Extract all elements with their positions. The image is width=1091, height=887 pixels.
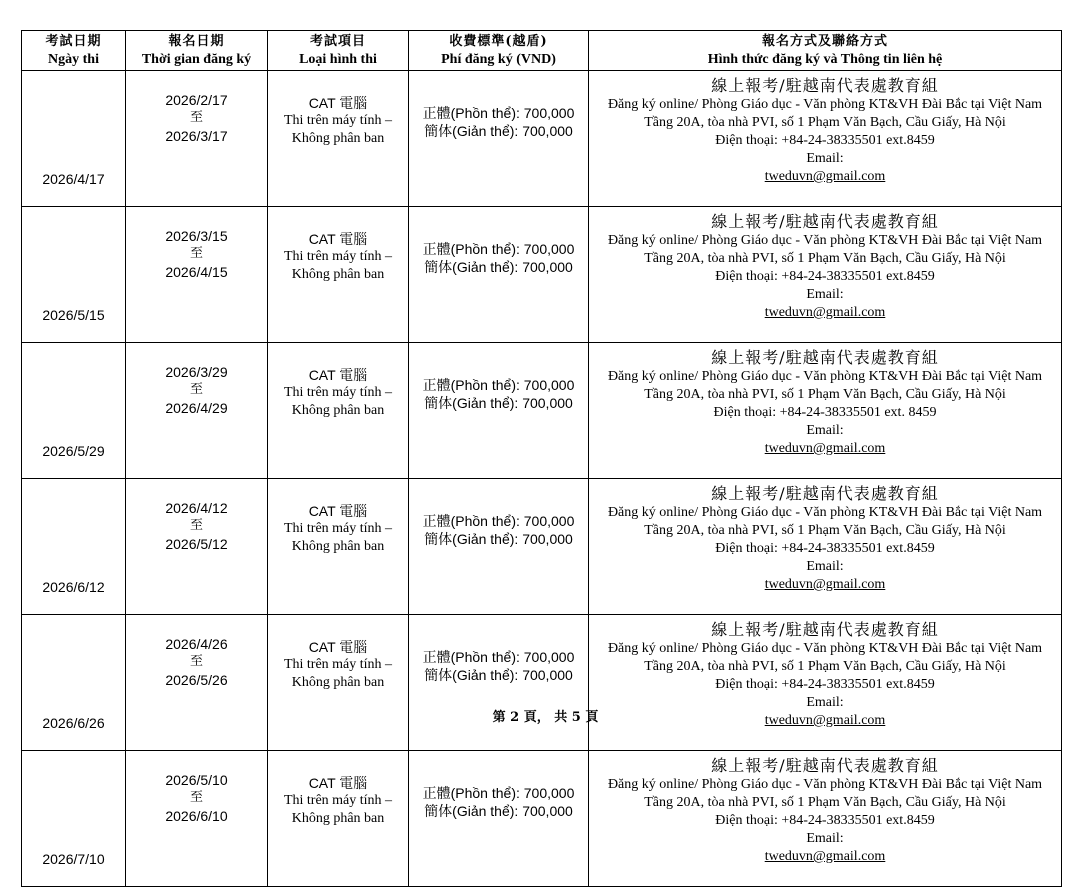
header-exam-date-vi: Ngày thi	[48, 51, 99, 67]
exam-type-no-division: Không phân ban	[291, 675, 385, 690]
registration-end: 2026/3/17	[165, 128, 228, 144]
fee-simplified: 簡体(Giản thể): 700,000	[424, 395, 573, 411]
table-row	[22, 71, 1062, 207]
table-row	[22, 343, 1062, 479]
header-contact-vi: Hình thức đăng ký và Thông tin liên hệ	[707, 51, 943, 67]
office-name-vi: Đăng ký online/ Phòng Giáo dục - Văn phòng KT&VH Đài Bắc tại Việt Nam	[607, 505, 1043, 520]
exam-type-cell	[268, 751, 409, 887]
exam-type-no-division: Không phân ban	[291, 131, 385, 146]
contact-cell	[589, 207, 1062, 343]
email-label: Email:	[806, 559, 844, 574]
office-phone: Điện thoại: +84-24-38335501 ext.8459	[715, 541, 935, 556]
office-name-vi: Đăng ký online/ Phòng Giáo dục - Văn phòng KT&VH Đài Bắc tại Việt Nam	[607, 233, 1043, 248]
fee-traditional: 正體(Phồn thể): 700,000	[422, 649, 575, 665]
contact-cell	[589, 479, 1062, 615]
contact-cell	[589, 343, 1062, 479]
exam-type-cat: CAT 電腦	[308, 367, 368, 383]
table-body	[22, 71, 1062, 887]
header-fee-zh: 收費標準(越盾)	[449, 33, 548, 49]
header-exam-type-vi: Loại hình thi	[299, 51, 377, 67]
registration-period-cell	[126, 615, 268, 751]
email-link[interactable]: tweduvn@gmail.com	[764, 713, 886, 728]
fee-simplified: 簡体(Giản thể): 700,000	[424, 803, 573, 819]
registration-start: 2026/5/10	[165, 772, 228, 788]
exam-type-computer: Thi trên máy tính –	[283, 249, 393, 264]
registration-end: 2026/4/15	[165, 264, 228, 280]
office-phone: Điện thoại: +84-24-38335501 ext.8459	[715, 813, 935, 828]
registration-to: 至	[189, 518, 203, 533]
exam-date-cell: 2026/5/29	[22, 343, 126, 479]
header-reg-period	[126, 31, 268, 71]
email-line	[589, 150, 1061, 186]
exam-type-no-division: Không phân ban	[291, 267, 385, 282]
table-header	[22, 31, 1062, 71]
table-row	[22, 479, 1062, 615]
exam-type-computer: Thi trên máy tính –	[283, 385, 393, 400]
header-exam-date	[22, 31, 126, 71]
header-reg-period-zh: 報名日期	[168, 33, 225, 49]
registration-start: 2026/2/17	[165, 92, 228, 108]
fee-simplified: 簡体(Giản thể): 700,000	[424, 531, 573, 547]
registration-period-cell	[126, 71, 268, 207]
exam-type-computer: Thi trên máy tính –	[283, 657, 393, 672]
office-name-zh: 線上報考/駐越南代表處教育組	[711, 756, 939, 775]
fee-simplified: 簡体(Giản thể): 700,000	[424, 123, 573, 139]
office-phone: Điện thoại: +84-24-38335501 ext.8459	[715, 269, 935, 284]
fee-traditional: 正體(Phồn thể): 700,000	[422, 785, 575, 801]
fee-traditional: 正體(Phồn thể): 700,000	[422, 105, 575, 121]
exam-date-cell: 2026/4/17	[22, 71, 126, 207]
exam-date-cell: 2026/6/26	[22, 615, 126, 751]
office-phone: Điện thoại: +84-24-38335501 ext.8459	[715, 677, 935, 692]
header-contact	[589, 31, 1062, 71]
registration-period-cell	[126, 751, 268, 887]
exam-type-no-division: Không phân ban	[291, 811, 385, 826]
registration-start: 2026/3/29	[165, 364, 228, 380]
registration-period-cell	[126, 207, 268, 343]
exam-type-cat: CAT 電腦	[308, 775, 368, 791]
registration-end: 2026/6/10	[165, 808, 228, 824]
contact-cell	[589, 751, 1062, 887]
fee-simplified: 簡体(Giản thể): 700,000	[424, 259, 573, 275]
registration-to: 至	[189, 790, 203, 805]
email-link[interactable]: tweduvn@gmail.com	[764, 577, 886, 592]
registration-to: 至	[189, 110, 203, 125]
office-name-zh: 線上報考/駐越南代表處教育組	[711, 212, 939, 231]
email-link[interactable]: tweduvn@gmail.com	[764, 441, 886, 456]
exam-type-computer: Thi trên máy tính –	[283, 793, 393, 808]
fee-cell	[409, 343, 589, 479]
office-address: Tầng 20A, tòa nhà PVI, số 1 Phạm Văn Bạch, Cầu Giấy, Hà Nội	[644, 795, 1006, 810]
header-contact-zh: 報名方式及聯絡方式	[761, 33, 888, 49]
office-address: Tầng 20A, tòa nhà PVI, số 1 Phạm Văn Bạch, Cầu Giấy, Hà Nội	[644, 659, 1006, 674]
registration-period-cell	[126, 343, 268, 479]
email-line	[589, 558, 1061, 594]
contact-cell	[589, 615, 1062, 751]
email-label: Email:	[806, 151, 844, 166]
office-name-vi: Đăng ký online/ Phòng Giáo dục - Văn phòng KT&VH Đài Bắc tại Việt Nam	[607, 777, 1043, 792]
header-fee	[409, 31, 589, 71]
contact-cell	[589, 71, 1062, 207]
fee-cell	[409, 615, 589, 751]
exam-type-cat: CAT 電腦	[308, 503, 368, 519]
exam-type-no-division: Không phân ban	[291, 403, 385, 418]
exam-schedule-table	[21, 30, 1062, 887]
exam-type-computer: Thi trên máy tính –	[283, 113, 393, 128]
header-row	[22, 31, 1062, 71]
header-exam-date-zh: 考試日期	[45, 33, 102, 49]
fee-cell	[409, 751, 589, 887]
fee-cell	[409, 71, 589, 207]
office-name-vi: Đăng ký online/ Phòng Giáo dục - Văn phòng KT&VH Đài Bắc tại Việt Nam	[607, 641, 1043, 656]
exam-type-cell	[268, 71, 409, 207]
email-label: Email:	[806, 423, 844, 438]
exam-type-cell	[268, 207, 409, 343]
fee-traditional: 正體(Phồn thể): 700,000	[422, 241, 575, 257]
exam-type-cell	[268, 615, 409, 751]
registration-start: 2026/3/15	[165, 228, 228, 244]
registration-end: 2026/4/29	[165, 400, 228, 416]
registration-start: 2026/4/26	[165, 636, 228, 652]
office-name-zh: 線上報考/駐越南代表處教育組	[711, 348, 939, 367]
fee-traditional: 正體(Phồn thể): 700,000	[422, 377, 575, 393]
email-link[interactable]: tweduvn@gmail.com	[764, 849, 886, 864]
table-row	[22, 751, 1062, 887]
exam-date-cell: 2026/6/12	[22, 479, 126, 615]
office-name-zh: 線上報考/駐越南代表處教育組	[711, 76, 939, 95]
registration-end: 2026/5/26	[165, 672, 228, 688]
office-phone: Điện thoại: +84-24-38335501 ext.8459	[715, 133, 935, 148]
exam-type-cell	[268, 479, 409, 615]
exam-type-cat: CAT 電腦	[308, 95, 368, 111]
office-name-vi: Đăng ký online/ Phòng Giáo dục - Văn phòng KT&VH Đài Bắc tại Việt Nam	[607, 369, 1043, 384]
registration-to: 至	[189, 382, 203, 397]
office-phone: Điện thoại: +84-24-38335501 ext. 8459	[713, 405, 937, 420]
exam-date-cell: 2026/7/10	[22, 751, 126, 887]
registration-to: 至	[189, 654, 203, 669]
office-name-vi: Đăng ký online/ Phòng Giáo dục - Văn phòng KT&VH Đài Bắc tại Việt Nam	[607, 97, 1043, 112]
email-link[interactable]: tweduvn@gmail.com	[764, 305, 886, 320]
email-label: Email:	[806, 287, 844, 302]
header-fee-vi: Phí đăng ký (VND)	[441, 51, 556, 67]
email-line	[589, 830, 1061, 866]
fee-cell	[409, 479, 589, 615]
registration-start: 2026/4/12	[165, 500, 228, 516]
email-label: Email:	[806, 831, 844, 846]
exam-date-cell: 2026/5/15	[22, 207, 126, 343]
table-row	[22, 615, 1062, 751]
office-address: Tầng 20A, tòa nhà PVI, số 1 Phạm Văn Bạch, Cầu Giấy, Hà Nội	[644, 115, 1006, 130]
office-address: Tầng 20A, tòa nhà PVI, số 1 Phạm Văn Bạch, Cầu Giấy, Hà Nội	[644, 523, 1006, 538]
header-exam-type	[268, 31, 409, 71]
fee-cell	[409, 207, 589, 343]
exam-type-no-division: Không phân ban	[291, 539, 385, 554]
page-number: 第 2 頁， 共 5 頁	[492, 710, 599, 725]
exam-type-cell	[268, 343, 409, 479]
exam-type-cat: CAT 電腦	[308, 639, 368, 655]
email-link[interactable]: tweduvn@gmail.com	[764, 169, 886, 184]
office-name-zh: 線上報考/駐越南代表處教育組	[711, 484, 939, 503]
fee-traditional: 正體(Phồn thể): 700,000	[422, 513, 575, 529]
exam-type-cat: CAT 電腦	[308, 231, 368, 247]
header-reg-period-vi: Thời gian đăng ký	[141, 51, 252, 67]
registration-to: 至	[189, 246, 203, 261]
office-address: Tầng 20A, tòa nhà PVI, số 1 Phạm Văn Bạch, Cầu Giấy, Hà Nội	[644, 387, 1006, 402]
table-row	[22, 207, 1062, 343]
registration-period-cell	[126, 479, 268, 615]
office-address: Tầng 20A, tòa nhà PVI, số 1 Phạm Văn Bạch, Cầu Giấy, Hà Nội	[644, 251, 1006, 266]
email-line	[589, 422, 1061, 458]
fee-simplified: 簡体(Giản thể): 700,000	[424, 667, 573, 683]
office-name-zh: 線上報考/駐越南代表處教育組	[711, 620, 939, 639]
registration-end: 2026/5/12	[165, 536, 228, 552]
email-line	[589, 286, 1061, 322]
exam-type-computer: Thi trên máy tính –	[283, 521, 393, 536]
email-label: Email:	[806, 695, 844, 710]
header-exam-type-zh: 考試項目	[309, 33, 366, 49]
